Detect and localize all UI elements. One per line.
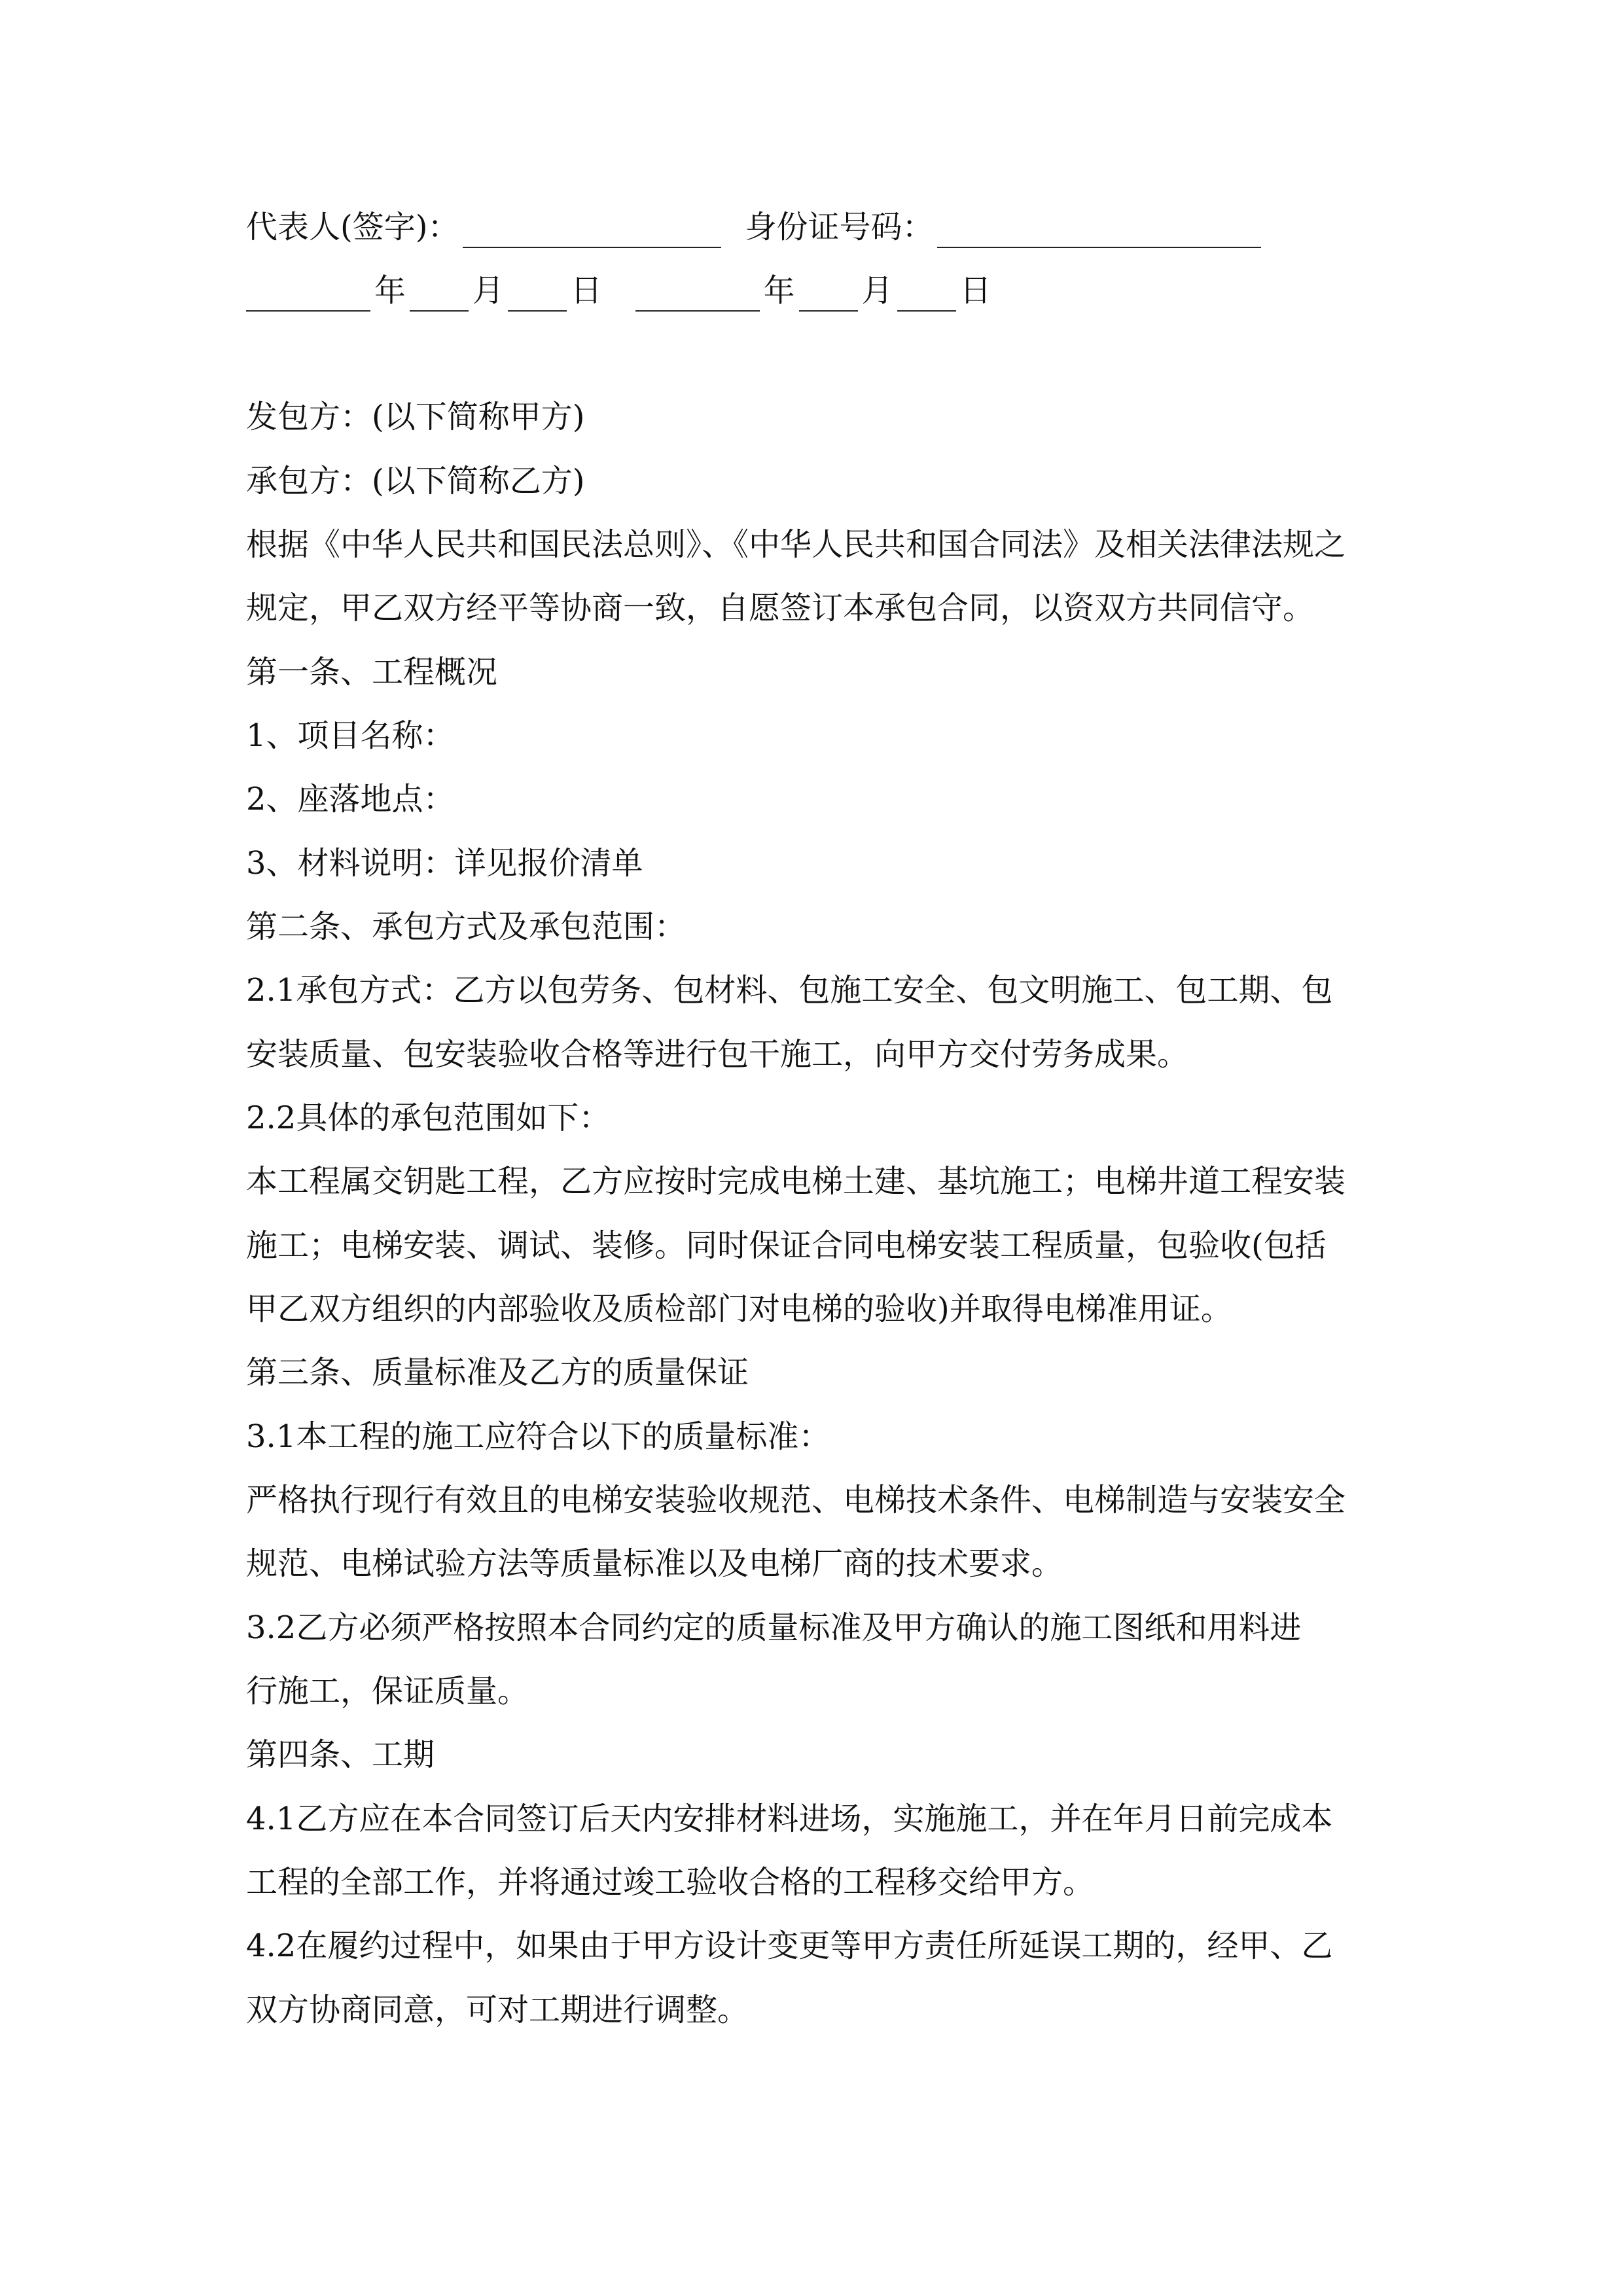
paragraph-line: 发包方：(以下简称甲方) [246,399,585,435]
paragraph-line: 2、座落地点： [246,781,455,817]
year-label-1: 年 [374,272,406,309]
section-heading: 第三条、质量标准及乙方的质量保证 [246,1354,749,1391]
paragraph-line: 2.1承包方式：乙方以包劳务、包材料、包施工安全、包文明施工、包工期、包 [246,972,1333,1009]
day-label-1: 日 [571,272,603,309]
paragraph-line: 行施工，保证质量。 [246,1673,529,1710]
date-line [246,270,991,312]
section-heading: 第一条、工程概况 [246,654,498,691]
month-blank-1 [410,279,469,312]
year-blank-2 [635,279,760,312]
year-blank-1 [246,279,370,312]
day-blank-2 [897,279,956,312]
section-heading: 第二条、承包方式及承包范围： [246,908,687,945]
paragraph-line: 施工；电梯安装、调试、装修。同时保证合同电梯安装工程质量，包验收(包括 [246,1227,1327,1264]
paragraph-line: 安装质量、包安装验收合格等进行包干施工，向甲方交付劳务成果。 [246,1036,1189,1073]
paragraph-line: 3.2乙方必须严格按照本合同约定的质量标准及甲方确认的施工图纸和用料进 [246,1609,1302,1646]
month-blank-2 [799,279,858,312]
paragraph-line: 3.1本工程的施工应符合以下的质量标准： [246,1418,830,1455]
paragraph-line: 双方协商同意，可对工期进行调整。 [246,1992,749,2028]
paragraph-line: 工程的全部工作，并将通过竣工验收合格的工程移交给甲方。 [246,1864,1095,1901]
paragraph-line: 承包方：(以下简称乙方) [246,463,585,499]
representative-label: 代表人(签字)： [246,209,459,245]
month-label-1: 月 [473,272,505,309]
paragraph-line: 4.1乙方应在本合同签订后天内安排材料进场，实施施工，并在年月日前完成本 [246,1801,1333,1837]
paragraph-line: 2.2具体的承包范围如下： [246,1100,611,1136]
month-label-2: 月 [861,272,893,309]
signature-line [246,206,1265,248]
paragraph-line: 甲乙双方组织的内部验收及质检部门对电梯的验收)并取得电梯准用证。 [246,1291,1232,1327]
year-label-2: 年 [763,272,795,309]
paragraph-line: 4.2在履约过程中，如果由于甲方设计变更等甲方责任所延误工期的，经甲、乙 [246,1928,1333,1964]
paragraph-line: 3、材料说明：详见报价清单 [246,845,643,882]
paragraph-line: 规范、电梯试验方法等质量标准以及电梯厂商的技术要求。 [246,1545,1063,1582]
day-blank-1 [508,279,567,312]
id-number-blank [937,215,1261,248]
paragraph-line: 根据《中华人民共和国民法总则》、《中华人民共和国合同法》及相关法律法规之 [246,526,1346,563]
representative-signature-blank [463,215,721,248]
section-heading: 第四条、工期 [246,1736,435,1773]
day-label-2: 日 [959,272,991,309]
paragraph-line: 本工程属交钥匙工程，乙方应按时完成电梯土建、基坑施工；电梯井道工程安装 [246,1163,1346,1200]
paragraph-line: 严格执行现行有效且的电梯安装验收规范、电梯技术条件、电梯制造与安装安全 [246,1482,1346,1518]
paragraph-line: 规定，甲乙双方经平等协商一致，自愿签订本承包合同，以资双方共同信守。 [246,590,1315,626]
paragraph-line: 1、项目名称： [246,717,455,754]
id-number-label: 身份证号码： [745,209,934,245]
